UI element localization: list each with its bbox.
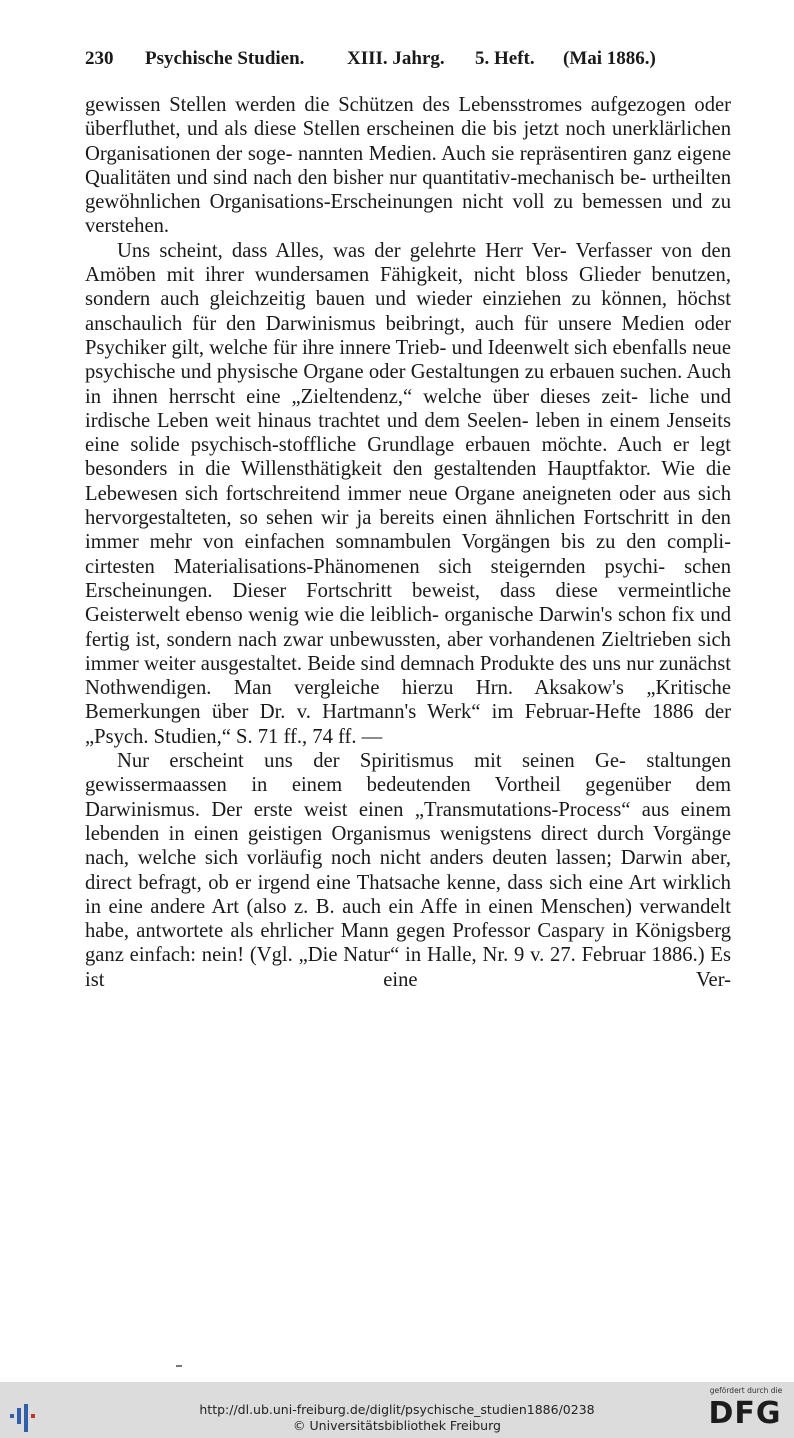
text-line: uns nur zunächst Nothwendigen. Man vergleiche hierzu <box>85 652 731 700</box>
text-line: gewissen Stellen werden die Schützen des Lebensstromes <box>85 94 583 116</box>
text-line: antwortete als ehrlicher Mann gegen Professor Caspary in <box>136 920 629 943</box>
text-line: Darwin aber, direct befragt, ob er irgend eine Thatsache <box>85 847 731 894</box>
text-line: voll zu bemessen und zu verstehen. <box>85 191 731 238</box>
scan-mark <box>176 1365 182 1367</box>
text-line: staltungen gewissermaassen in einem bedeutenden Vortheil <box>85 750 731 797</box>
text-line: Fähigkeit, nicht bloss Glieder benutzen, sondern auch <box>85 264 732 311</box>
viewer-footer <box>0 1382 794 1438</box>
paragraph-3 <box>85 749 731 992</box>
text-line: vermeintliche Geisterwelt ebenso wenig wie die leiblich- <box>85 579 731 627</box>
text-line: aufgezogen oder überfluthet, und als diese Stellen erscheinen <box>85 94 731 141</box>
text-line: Verfasser von den Amöben mit ihrer wundersamen <box>85 239 731 287</box>
text-line: gegenüber dem Darwinismus. Der erste weist einen <box>85 774 732 821</box>
text-line: und Ideenwelt sich ebenfalls neue psychische und physische <box>85 336 731 384</box>
text-line: nach, welche sich vorläufig noch nicht anders deuten lassen; <box>85 847 612 870</box>
text-line: cirtesten Materialisations-Phänomenen sich steigernden psychi- <box>85 555 666 578</box>
text-line: „Transmutations-Process“ aus einem lebenden in einen <box>85 798 731 845</box>
article-body <box>85 93 731 992</box>
text-line: Königsberg ganz einfach: nein! (Vgl. „Die Natur“ in <box>85 920 731 967</box>
text-line: ja bereits einen ähnlichen Fortschritt in den immer mehr <box>85 507 731 554</box>
copyright-notice: © Universitätsbibliothek Freiburg <box>293 1418 501 1433</box>
text-line: Halle, Nr. 9 v. 27. Februar 1886.) Es ist eine Ver- <box>85 944 731 991</box>
text-line: die Lebewesen sich fortschreitend immer neue Organe <box>85 458 731 505</box>
issue-label: 5. Heft. <box>475 48 535 69</box>
text-line: Medien oder Psychiker gilt, welche für ihre innere Trieb- <box>85 312 731 359</box>
text-line: z. B. auch ein Affe in einen Menschen) verwandelt habe, <box>85 895 731 943</box>
text-line: ihnen herrscht eine „Zieltendenz,“ welche über dieses zeit- <box>112 385 639 408</box>
text-line: von einfachen somnambulen Vorgängen bis zu den compli- <box>202 531 731 554</box>
text-line: Nur erscheint uns der Spiritismus mit seinen Ge- <box>117 750 626 773</box>
text-line: gleichzeitig bauen und wieder einziehen zu können, höchst <box>209 288 731 311</box>
text-line: aneigneten oder aus sich hervorgestalteten, so sehen wir <box>85 482 732 530</box>
text-line: nannten Medien. Auch sie repräsentiren ganz eigene Qualitäten <box>85 142 731 189</box>
permalink-url[interactable]: http://dl.ub.uni-freiburg.de/diglit/psychische_studien1886/0238 <box>199 1402 595 1417</box>
text-line: organische Darwin's schon fix und fertig ist, sondern nach <box>85 604 731 651</box>
text-line: Willensthätigkeit den gestaltenden Hauptfaktor. Wie <box>240 458 695 481</box>
paragraph-2 <box>85 239 731 749</box>
dfg-logo: DFG <box>708 1396 782 1431</box>
paragraph-1 <box>85 93 731 239</box>
volume-label: XIII. Jahrg. <box>347 48 445 69</box>
text-line: leben in einem Jenseits eine solide psychisch-stoffliche <box>85 409 731 457</box>
text-line: die bis jetzt noch unerklärlichen Organisationen der soge- <box>85 118 731 165</box>
journal-title: Psychische Studien. <box>145 48 305 69</box>
text-line: Organe oder Gestaltungen zu erbauen suchen. Auch in <box>85 361 732 408</box>
text-line: urtheilten gewöhnlichen Organisations-Erscheinungen nicht <box>85 166 731 214</box>
running-header <box>85 48 731 74</box>
text-line: zwar unbewussten, aber vorhandenen Zieltrieben sich immer <box>85 628 731 675</box>
text-line: weiter ausgestaltet. Beide sind demnach Produkte des <box>144 652 587 675</box>
text-line: Hrn. Aksakow's „Kritische Bemerkungen über Dr. v. Hartmann's <box>85 677 731 724</box>
text-line: 74 ff. — <box>312 725 383 748</box>
funding-note: gefördert durch die <box>709 1386 783 1395</box>
text-line: Werk“ im Februar-Hefte 1886 der „Psych. Studien,“ S. 71 ff., <box>85 701 732 748</box>
text-line: anschaulich für den Darwinismus beibringt, auch für unsere <box>85 312 612 335</box>
text-line: schen Erscheinungen. Dieser Fortschritt beweist, dass diese <box>85 555 731 602</box>
issue-date: (Mai 1886.) <box>563 48 656 69</box>
text-line: Uns scheint, dass Alles, was der gelehrte Herr Ver- <box>117 239 567 262</box>
text-line: liche und irdische Leben weit hinaus trachtet und dem Seelen- <box>85 385 732 432</box>
text-line: und sind nach den bisher nur quantitativ-mechanisch be- <box>176 166 647 189</box>
text-line: Grundlage erbauen möchte. Auch er legt besonders in die <box>85 434 731 481</box>
text-line: geistigen Organismus wenigstens direct durch Vorgänge <box>247 822 731 845</box>
text-line: kenne, dass sich eine Art wirklich in eine andere Art (also <box>85 871 731 918</box>
page-number: 230 <box>85 48 114 69</box>
